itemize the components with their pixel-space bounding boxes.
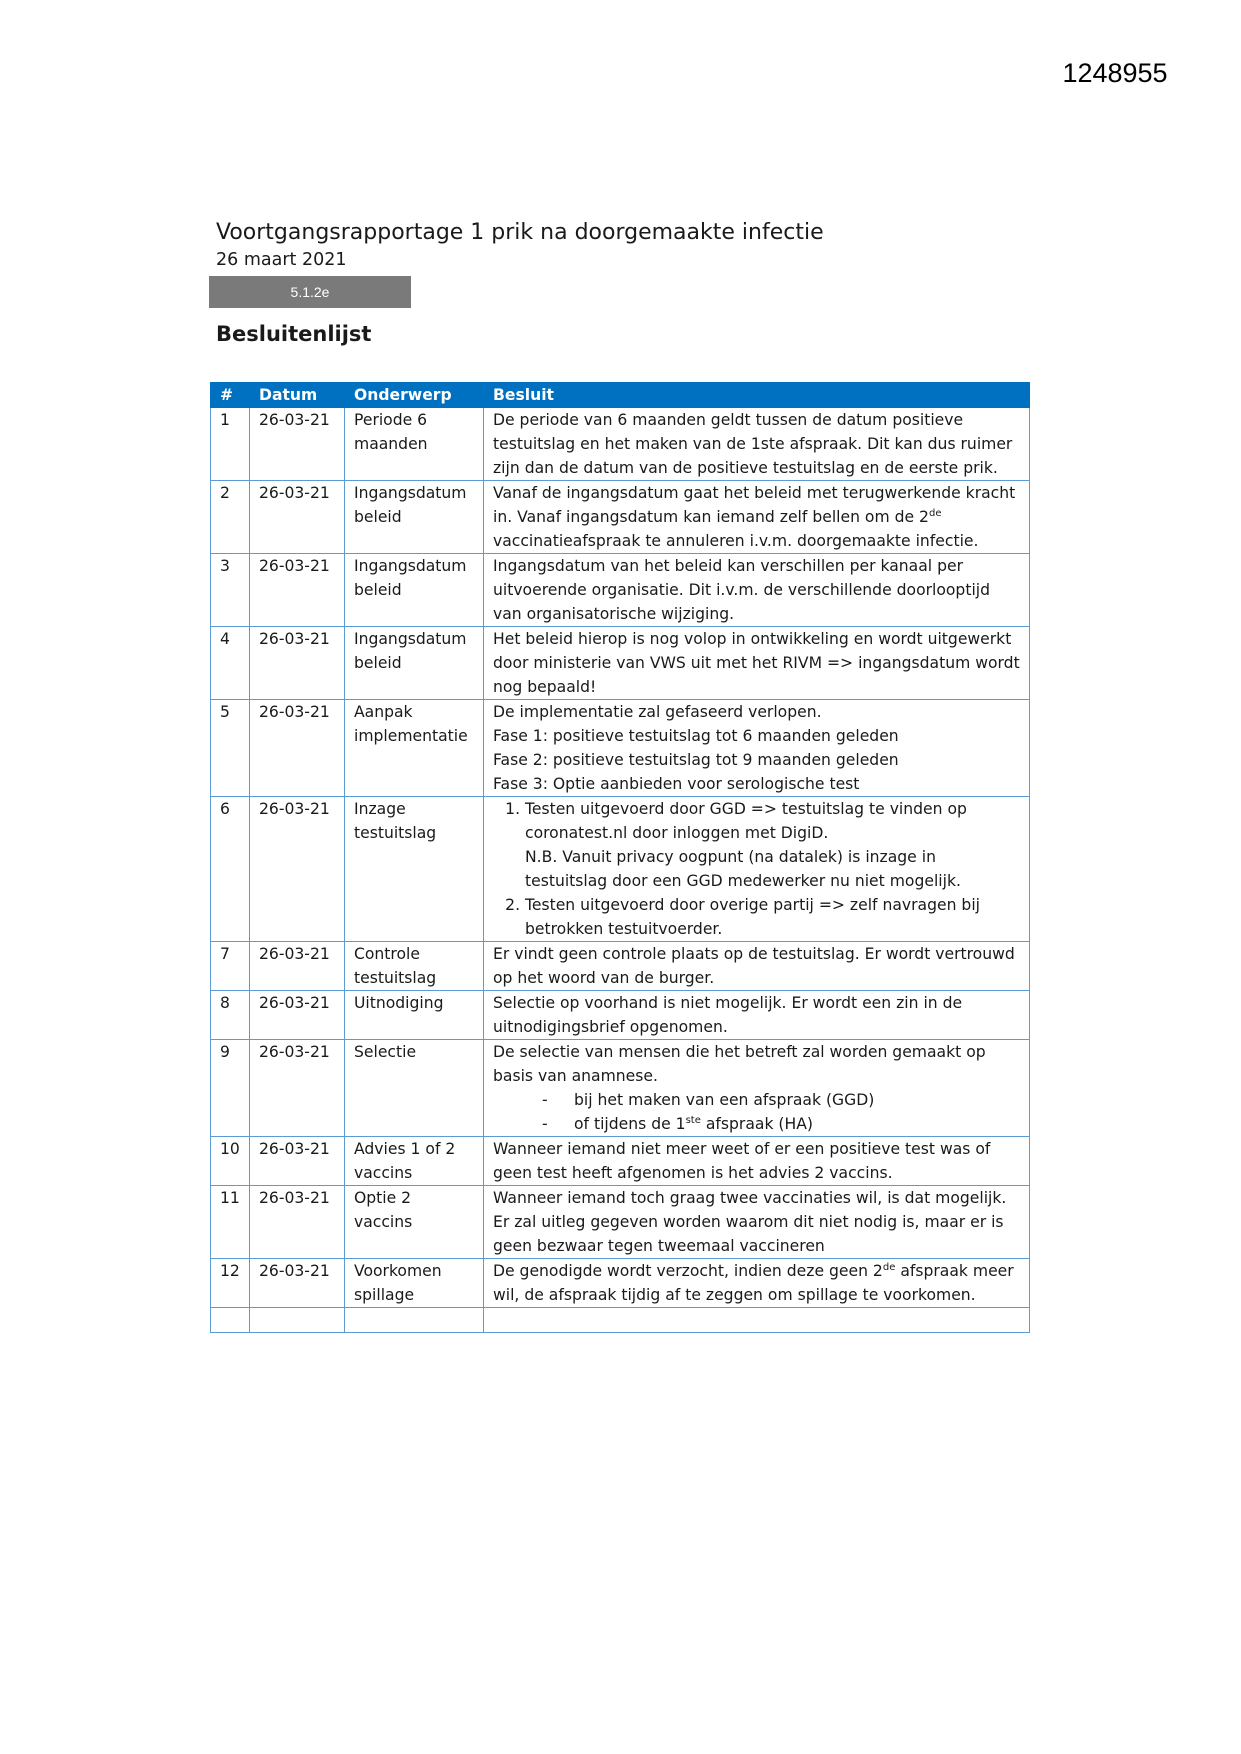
cell-num: 10 (211, 1137, 250, 1186)
cell-onderwerp: Aanpak implementatie (345, 700, 484, 797)
list-item-text: Testen uitgevoerd door GGD => testuitslag te vinden op coronatest.nl door inloggen met DigiD. (525, 800, 967, 842)
cell-datum: 26-03-21 (250, 1040, 345, 1137)
header-onderwerp: Onderwerp (345, 383, 484, 408)
header-num: # (211, 383, 250, 408)
header-besluit: Besluit (484, 383, 1030, 408)
cell-besluit (484, 1308, 1030, 1333)
cell-besluit: Selectie op voorhand is niet mogelijk. Er wordt een zin in de uitnodigingsbrief opgenomen. (484, 991, 1030, 1040)
table-row (211, 1186, 1030, 1259)
table-row (211, 554, 1030, 627)
cell-besluit: Er vindt geen controle plaats op de testuitslag. Er wordt vertrouwd op het woord van de burger. (484, 942, 1030, 991)
cell-num: 12 (211, 1259, 250, 1308)
cell-onderwerp: Ingangsdatum beleid (345, 627, 484, 700)
cell-besluit: Het beleid hierop is nog volop in ontwikkeling en wordt uitgewerkt door ministerie van VWS uit met het RIVM => ingangsdatum wordt nog bepaald! (484, 627, 1030, 700)
cell-datum: 26-03-21 (250, 554, 345, 627)
superscript: de (882, 1262, 896, 1273)
cell-onderwerp: Controle testuitslag (345, 942, 484, 991)
cell-onderwerp: Advies 1 of 2 vaccins (345, 1137, 484, 1186)
report-date: 26 maart 2021 (216, 250, 347, 270)
cell-besluit (484, 1259, 1030, 1308)
besluit-line: Fase 3: Optie aanbieden voor serologische test (493, 775, 860, 793)
cell-num: 3 (211, 554, 250, 627)
cell-num (211, 1308, 250, 1333)
cell-datum: 26-03-21 (250, 942, 345, 991)
table-row (211, 1137, 1030, 1186)
section-heading: Besluitenlijst (216, 322, 372, 346)
table-row (211, 481, 1030, 554)
cell-onderwerp (345, 1308, 484, 1333)
decisions-table (210, 382, 1030, 1333)
list-item-text: Testen uitgevoerd door overige partij => zelf navragen bij betrokken testuitvoerder. (525, 896, 980, 938)
list-item: - bij het maken van een afspraak (GGD) (542, 1088, 1020, 1112)
numbered-list (493, 797, 1020, 941)
cell-onderwerp: Ingangsdatum beleid (345, 554, 484, 627)
table-row (211, 1040, 1030, 1137)
cell-besluit: Ingangsdatum van het beleid kan verschillen per kanaal per uitvoerende organisatie. Dit i.v.m. de verschillende doorlooptijd van organisatorische wijziging. (484, 554, 1030, 627)
superscript: de (928, 508, 942, 519)
header-datum: Datum (250, 383, 345, 408)
besluit-text: vaccinatieafspraak te annuleren i.v.m. doorgemaakte infectie. (493, 532, 979, 550)
besluit-line: De implementatie zal gefaseerd verlopen. (493, 703, 822, 721)
empty-row (211, 1308, 1030, 1333)
cell-datum: 26-03-21 (250, 408, 345, 481)
cell-num: 7 (211, 942, 250, 991)
cell-besluit (484, 481, 1030, 554)
cell-besluit: Wanneer iemand toch graag twee vaccinaties wil, is dat mogelijk. Er zal uitleg gegeven worden waarom dit niet nodig is, maar er is geen bezwaar tegen tweemaal vaccineren (484, 1186, 1030, 1259)
cell-num: 2 (211, 481, 250, 554)
cell-besluit: Wanneer iemand niet meer weet of er een positieve test was of geen test heeft afgenomen is het advies 2 vaccins. (484, 1137, 1030, 1186)
redaction-bar (209, 276, 411, 308)
cell-onderwerp: Periode 6 maanden (345, 408, 484, 481)
table-row (211, 991, 1030, 1040)
cell-num: 5 (211, 700, 250, 797)
cell-datum (250, 1308, 345, 1333)
cell-num: 9 (211, 1040, 250, 1137)
table-row (211, 408, 1030, 481)
cell-besluit (484, 797, 1030, 942)
list-item (542, 1112, 1020, 1136)
cell-onderwerp: Optie 2 vaccins (345, 1186, 484, 1259)
cell-num: 8 (211, 991, 250, 1040)
cell-datum: 26-03-21 (250, 1259, 345, 1308)
list-item (525, 893, 1020, 941)
besluit-text: De genodigde wordt verzocht, indien deze geen 2 (493, 1262, 883, 1280)
list-item-text: of tijdens de 1 (574, 1115, 686, 1133)
cell-num: 4 (211, 627, 250, 700)
cell-datum: 26-03-21 (250, 627, 345, 700)
table-row (211, 797, 1030, 942)
page-title: Voortgangsrapportage 1 prik na doorgemaakte infectie (216, 220, 824, 245)
list-item-text: afspraak (HA) (700, 1115, 813, 1133)
table-row (211, 700, 1030, 797)
document-number: 1248955 (1062, 58, 1168, 88)
cell-num: 1 (211, 408, 250, 481)
besluit-line: Fase 1: positieve testuitslag tot 6 maanden geleden (493, 727, 899, 745)
cell-datum: 26-03-21 (250, 1137, 345, 1186)
table-row (211, 627, 1030, 700)
redaction-label: 5.1.2e (290, 284, 330, 300)
list-item (525, 797, 1020, 893)
cell-onderwerp: Selectie (345, 1040, 484, 1137)
table-header-row (211, 383, 1030, 408)
cell-onderwerp: Voorkomen spillage (345, 1259, 484, 1308)
cell-datum: 26-03-21 (250, 991, 345, 1040)
cell-num: 6 (211, 797, 250, 942)
cell-onderwerp: Uitnodiging (345, 991, 484, 1040)
besluit-text: Vanaf de ingangsdatum gaat het beleid met terugwerkende kracht in. Vanaf ingangsdatum kan iemand zelf bellen om de 2 (493, 484, 1016, 526)
cell-datum: 26-03-21 (250, 797, 345, 942)
besluit-text: afspraak meer wil, de afspraak tijdig af te zeggen om spillage te voorkomen. (493, 1262, 1014, 1304)
cell-datum: 26-03-21 (250, 1186, 345, 1259)
cell-onderwerp: Ingangsdatum beleid (345, 481, 484, 554)
table-row (211, 942, 1030, 991)
list-item-note: N.B. Vanuit privacy oogpunt (na datalek) is inzage in testuitslag door een GGD medewerker nu niet mogelijk. (525, 848, 961, 890)
cell-besluit (484, 700, 1030, 797)
cell-besluit: De periode van 6 maanden geldt tussen de datum positieve testuitslag en het maken van de 1ste afspraak. Dit kan dus ruimer zijn dan de datum van de positieve testuitslag en de eerste prik. (484, 408, 1030, 481)
cell-onderwerp: Inzage testuitslag (345, 797, 484, 942)
besluit-text: De selectie van mensen die het betreft zal worden gemaakt op basis van anamnese. (493, 1043, 986, 1085)
cell-datum: 26-03-21 (250, 700, 345, 797)
cell-besluit (484, 1040, 1030, 1137)
superscript: ste (685, 1115, 701, 1126)
cell-datum: 26-03-21 (250, 481, 345, 554)
dash-list (493, 1088, 1020, 1136)
table-row (211, 1259, 1030, 1308)
cell-num: 11 (211, 1186, 250, 1259)
besluit-line: Fase 2: positieve testuitslag tot 9 maanden geleden (493, 751, 899, 769)
